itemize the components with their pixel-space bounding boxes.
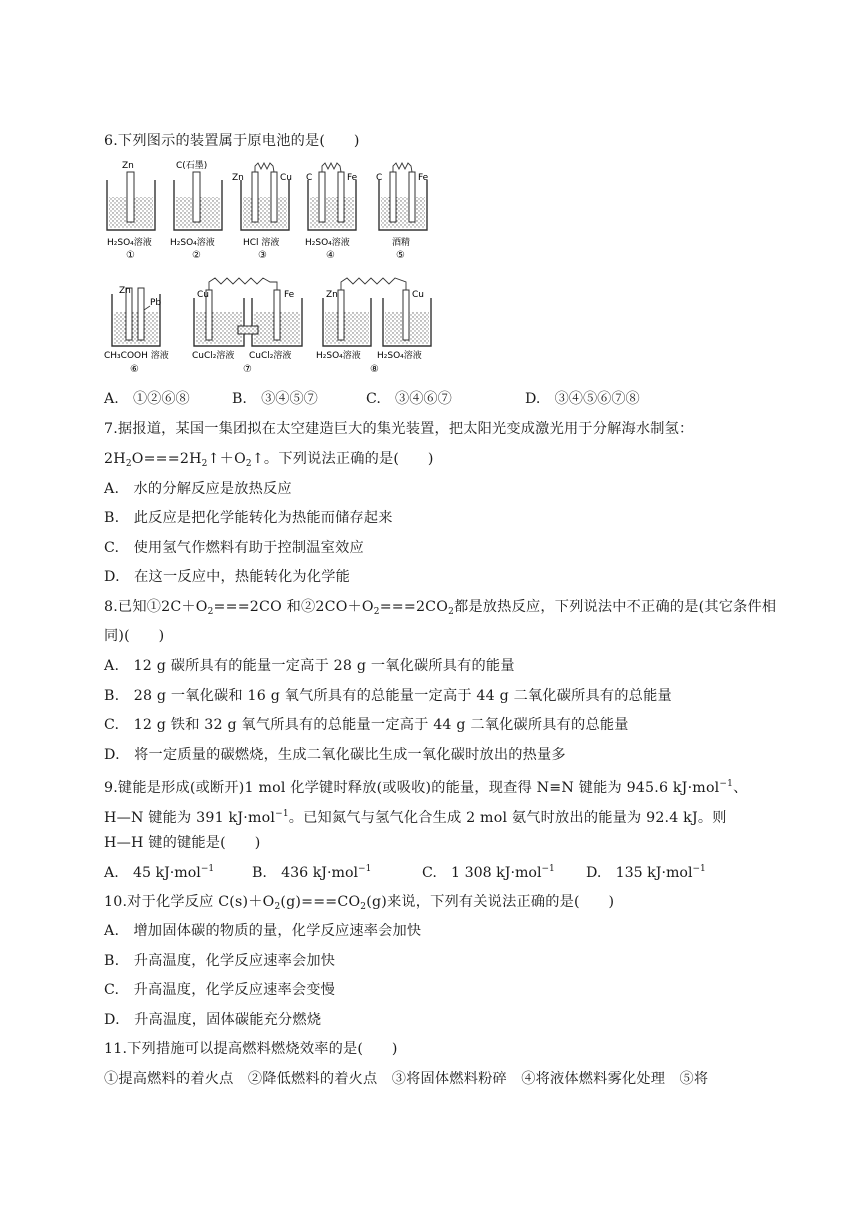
cell-5-electrode-right: Fe — [418, 173, 429, 183]
q7-option-b[interactable]: B. 此反应是把化学能转化为热能而储存起来 — [104, 510, 393, 526]
q9-stem-line1: 9.键能是形成(或断开)1 mol 化学键时释放(或吸收)的能量，现查得 N≡N 键能为 945.6 kJ·mol$^{-1}$、 — [104, 779, 748, 796]
cell-3-electrode-left: Zn — [232, 173, 244, 183]
cell-1 — [107, 161, 155, 261]
q7-equation-line: $2H_2O===2H_2↑+O_2↑$。下列说法正确的是( ) — [104, 451, 434, 469]
q9-option-d[interactable]: D. 135 kJ·mol$^{-1}$ — [586, 864, 706, 881]
q7-option-d[interactable]: D. 在这一反应中，热能转化为化学能 — [104, 569, 350, 585]
q9-option-a[interactable]: A. 45 kJ·mol$^{-1}$ — [104, 864, 215, 881]
cell-7-number: ⑦ — [243, 364, 252, 375]
cell-2-electrode: C(石墨) — [176, 161, 208, 171]
cell-6 — [104, 286, 169, 375]
cell-2-solution: H₂SO₄溶液 — [170, 238, 215, 248]
cell-2-number: ② — [192, 250, 201, 261]
cell-4-solution: H₂SO₄溶液 — [305, 238, 350, 248]
q10-option-c[interactable]: C. 升高温度，化学反应速率会变慢 — [104, 982, 336, 998]
q11-stem: 11.下列措施可以提高燃料燃烧效率的是( ) — [104, 1041, 398, 1057]
cell-5-number: ⑤ — [396, 250, 405, 261]
cell-8 — [316, 278, 431, 375]
q8-option-c[interactable]: C. 12 g 铁和 32 g 氧气所具有的总能量一定高于 44 g 二氧化碳所具有的总能量 — [104, 717, 629, 733]
cell-6-solution: CH₃COOH 溶液 — [104, 351, 169, 361]
q6-option-b[interactable]: B. ③④⑤⑦ — [232, 391, 318, 407]
cell-6-number: ⑥ — [130, 364, 139, 375]
q11-measures: ①提高燃料的着火点 ②降低燃料的着火点 ③将固体燃料粉碎 ④将液体燃料雾化处理 ⑤将 — [104, 1071, 709, 1087]
cell-5 — [376, 163, 429, 261]
cell-5-electrode-left: C — [376, 173, 383, 183]
q8-stem-line1: 8.已知$①2C+O_2===2CO$ 和$②2CO+O_2===2CO_2$都是放热反应，下列说法中不正确的是(其它条件相 — [104, 599, 777, 617]
cell-4 — [305, 163, 358, 261]
cell-8-solution-right: H₂SO₄溶液 — [377, 351, 422, 361]
cell-7-solution-left: CuCl₂溶液 — [192, 351, 235, 361]
q8-stem-line2: 同)( ) — [104, 628, 165, 644]
q10-option-d[interactable]: D. 升高温度，固体碳能充分燃烧 — [104, 1012, 322, 1028]
cell-7-solution-right: CuCl₂溶液 — [249, 351, 292, 361]
cell-1-number: ① — [126, 250, 135, 261]
q6-stem: 6.下列图示的装置属于原电池的是( ) — [104, 133, 360, 149]
cell-3-number: ③ — [258, 250, 267, 261]
cell-8-solution-left: H₂SO₄溶液 — [316, 351, 361, 361]
cell-2 — [170, 160, 222, 261]
q8-option-b[interactable]: B. 28 g 一氧化碳和 16 g 氧气所具有的总能量一定高于 44 g 二氧化碳所具有的总能量 — [104, 688, 672, 704]
q6-option-d[interactable]: D. ③④⑤⑥⑦⑧ — [525, 391, 640, 407]
q9-option-b[interactable]: B. 436 kJ·mol$^{-1}$ — [252, 864, 372, 881]
cell-4-electrode-left: C — [306, 173, 313, 183]
cell-7-electrode-left: Cu — [197, 290, 209, 300]
cell-3-solution: HCl 溶液 — [243, 238, 280, 248]
cell-7 — [192, 278, 302, 375]
cell-1-solution: H₂SO₄溶液 — [107, 238, 152, 248]
q9-stem-line3: H—H 键的键能是( ) — [104, 835, 261, 851]
q6-option-c[interactable]: C. ③④⑥⑦ — [366, 391, 452, 407]
cell-8-electrode-right: Cu — [412, 290, 424, 300]
q8-option-d[interactable]: D. 将一定质量的碳燃烧，生成二氧化碳比生成一氧化碳时放出的热量多 — [104, 747, 566, 763]
q6-option-a[interactable]: A. ①②⑥⑧ — [104, 391, 190, 407]
q7-option-a[interactable]: A. 水的分解反应是放热反应 — [104, 481, 292, 497]
cell-7-electrode-right: Fe — [284, 290, 295, 300]
cell-5-solution: 酒精 — [392, 238, 411, 248]
q10-stem: 10.对于化学反应 $C(s)+O_2(g)===CO_2(g)$来说，下列有关说法正确的是( ) — [104, 894, 615, 912]
cell-6-electrode-left: Zn — [119, 286, 131, 296]
cell-8-electrode-left: Zn — [326, 290, 338, 300]
q7-option-c[interactable]: C. 使用氢气作燃料有助于控制温室效应 — [104, 540, 364, 556]
cell-3 — [232, 163, 292, 261]
cell-1-electrode: Zn — [122, 161, 134, 171]
cell-4-electrode-right: Fe — [347, 173, 358, 183]
cell-6-electrode-right: Pb — [150, 298, 162, 308]
q10-option-b[interactable]: B. 升高温度，化学反应速率会加快 — [104, 953, 336, 969]
q10-option-a[interactable]: A. 增加固体碳的物质的量，化学反应速率会加快 — [104, 923, 422, 939]
cell-8-number: ⑧ — [370, 364, 379, 375]
q9-option-c[interactable]: C. 1 308 kJ·mol$^{-1}$ — [422, 864, 555, 881]
cell-4-number: ④ — [326, 250, 335, 261]
q9-stem-line2: H—N 键能为 391 kJ·mol$^{-1}$。已知氮气与氢气化合生成 2 mol 氨气时放出的能量为 92.4 kJ。则 — [104, 809, 727, 826]
q7-stem: 7.据报道，某国一集团拟在太空建造巨大的集光装置，把太阳光变成激光用于分解海水制氢： — [104, 421, 694, 437]
cell-3-electrode-right: Cu — [280, 173, 292, 183]
q8-option-a[interactable]: A. 12 g 碳所具有的能量一定高于 28 g 一氧化碳所具有的能量 — [104, 658, 515, 674]
